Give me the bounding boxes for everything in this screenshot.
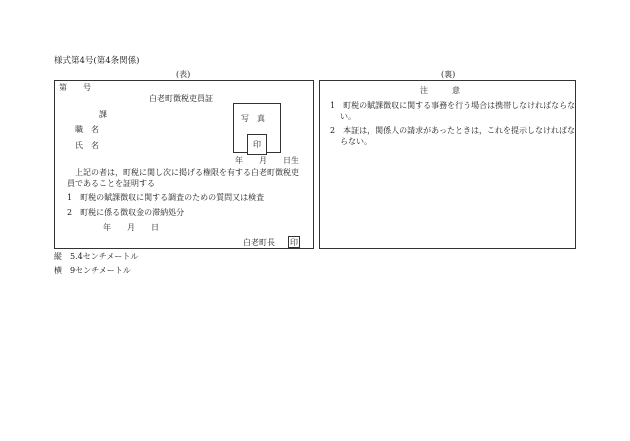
issuer-label: 白老町長 bbox=[243, 238, 275, 247]
size-note-vertical: 縦 5.4センチメートル bbox=[54, 252, 139, 261]
certification-text: 上記の者は，町税に関し次に掲げる権限を有する白老町徴税吏員であることを証明する bbox=[67, 168, 299, 188]
issue-date-label: 年 月 日 bbox=[103, 223, 159, 232]
form-title: 様式第4号(第4条関係) bbox=[54, 56, 140, 66]
card-number-label: 第 号 bbox=[59, 83, 91, 92]
photo-label: 写 真 bbox=[241, 114, 265, 123]
back-caption: (裏) bbox=[441, 70, 456, 79]
authority-item: 1 町税の賦課徴収に関する調査のための質問又は検査 bbox=[67, 193, 265, 202]
notice-heading: 注 意 bbox=[420, 86, 460, 95]
seal-box bbox=[247, 134, 267, 155]
name-label: 氏 名 bbox=[75, 141, 99, 150]
notice-item: 2 本証は，関係人の請求があったときは，これを提示しなければならない。 bbox=[330, 126, 576, 146]
notice-item: 1 町税の賦課徴収に関する事務を行う場合は携帯しなければならない。 bbox=[330, 101, 576, 121]
front-caption: (表) bbox=[176, 70, 191, 79]
department-label: 課 bbox=[99, 110, 107, 119]
birth-date-label: 年 月 日生 bbox=[235, 156, 299, 165]
seal-label: 印 bbox=[253, 140, 261, 149]
authority-item: 2 町税に係る徴収金の滞納処分 bbox=[67, 208, 185, 217]
issuer-seal-label: 印 bbox=[290, 238, 298, 247]
issuer-seal bbox=[288, 236, 300, 248]
position-label: 職 名 bbox=[75, 125, 99, 134]
back-card bbox=[319, 80, 576, 249]
size-note-horizontal: 横 9センチメートル bbox=[54, 266, 131, 275]
card-title: 白老町徴税吏員証 bbox=[149, 94, 213, 103]
front-card bbox=[54, 80, 314, 249]
